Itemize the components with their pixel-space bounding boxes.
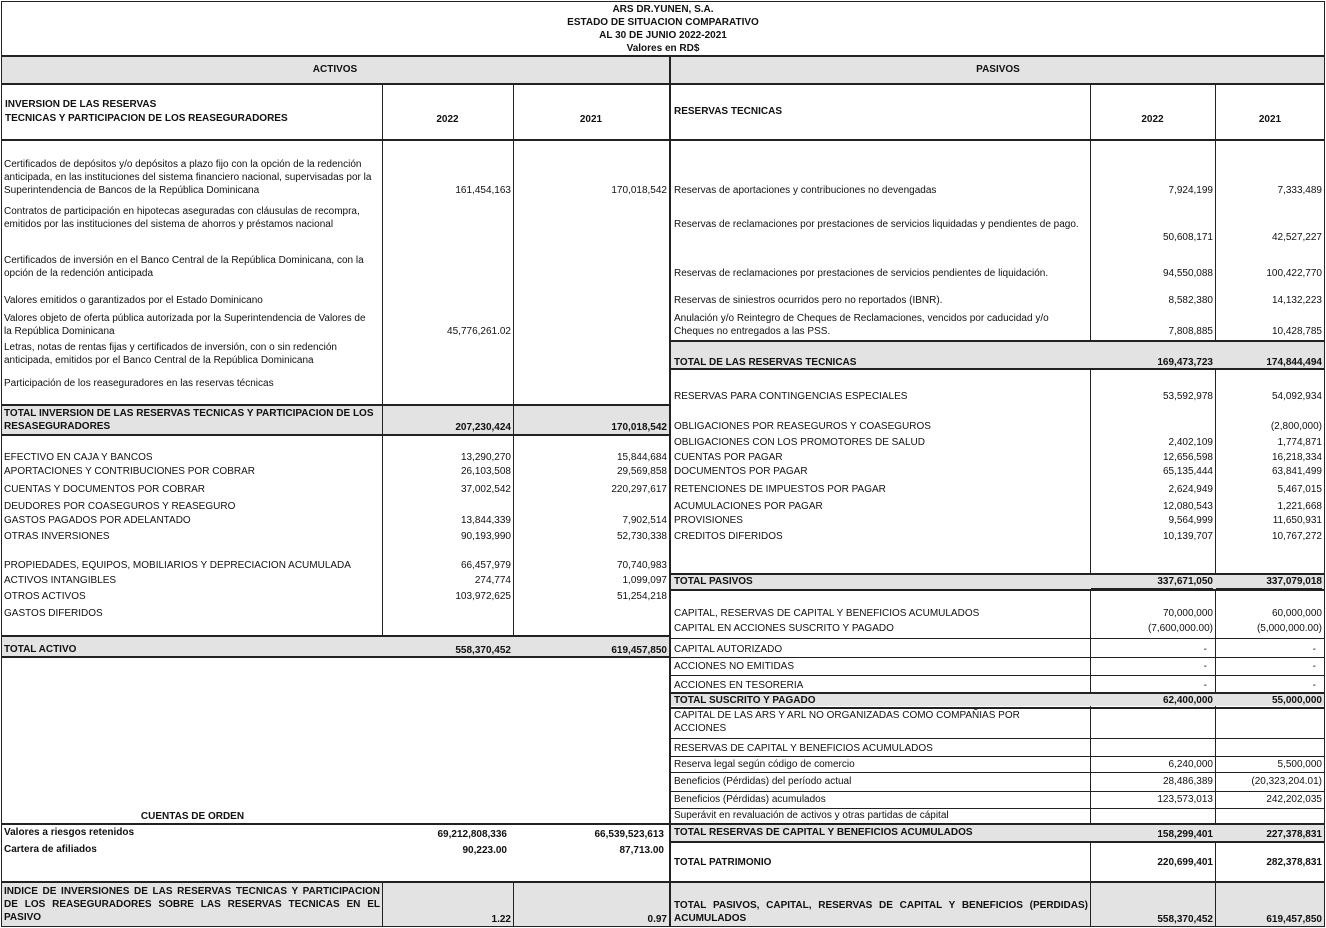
capital-sub-label: Superávit en revaluación de activos y otras partidas de cápital <box>674 810 949 821</box>
total-pasivos-2021: 337,079,018 <box>1216 575 1322 589</box>
liability-row-2022: 10,139,707 <box>1162 531 1213 542</box>
liability-row-2022: 2,624,949 <box>1168 484 1213 495</box>
total-patrimonio-2022: 220,699,401 <box>1157 857 1213 868</box>
pasivos-heading: PASIVOS <box>976 64 1020 75</box>
reserva-row-2022: 50,608,171 <box>1162 232 1213 243</box>
capital-row-2021: - <box>1312 644 1316 655</box>
cuentas-orden-row-2022: 90,223.00 <box>462 845 507 856</box>
total-activo-2022: 558,370,452 <box>455 645 511 656</box>
capital-sub-label: Reserva legal según código de comercio <box>674 759 855 770</box>
liability-row-label: ACUMULACIONES POR PAGAR <box>674 501 823 512</box>
contingencias-2021: 54,092,934 <box>1271 391 1322 402</box>
liability-row-2022: 12,080,543 <box>1162 501 1213 512</box>
liability-row-label: OBLIGACIONES CON LOS PROMOTORES DE SALUD <box>674 437 925 448</box>
liability-row-label: CUENTAS POR PAGAR <box>674 452 783 463</box>
activos-col-2021: 2021 <box>579 114 603 125</box>
asset-row-label: GASTOS DIFERIDOS <box>4 608 103 619</box>
liability-row-label: OBLIGACIONES POR REASEGUROS Y COASEGUROS <box>674 421 931 432</box>
no-org-label: CAPITAL DE LAS ARS Y ARL NO ORGANIZADAS COMO COMPAÑIAS POR ACCIONES <box>674 710 1020 734</box>
liability-row-2022: 2,402,109 <box>1168 437 1213 448</box>
liability-row-2022: 9,564,999 <box>1168 515 1213 526</box>
inv-row-2021: 170,018,542 <box>611 185 667 196</box>
total-patrimonio-label: TOTAL PATRIMONIO <box>674 857 772 868</box>
report-date: AL 30 DE JUNIO 2022-2021 <box>599 30 727 41</box>
total-suscrito-label: TOTAL SUSCRITO Y PAGADO <box>674 695 816 706</box>
asset-row-2022: 13,290,270 <box>460 452 511 463</box>
asset-row-2021: 29,569,858 <box>616 466 667 477</box>
pasivos-col-2022: 2022 <box>1141 114 1164 125</box>
report-units: Valores en RD$ <box>626 43 700 54</box>
capital-sub-2021: (20,323,204.01) <box>1251 776 1322 787</box>
cuentas-orden-row-label: Cartera de afiliados <box>4 844 97 855</box>
inv-row-label: Certificados de depósitos y/o depósitos a plazo fijo con la opción de la redención anticipada, en las instituciones del sistema financiero nacional, supervisadas por la Superintendencia de Bancos de la República Dominicana <box>4 159 372 196</box>
liability-row-2021: 63,841,499 <box>1271 466 1322 477</box>
capital-sub-label: Beneficios (Pérdidas) acumulados <box>674 794 826 805</box>
company-name: ARS DR.YUNEN, S.A. <box>612 4 714 15</box>
reserva-row-2021: 10,428,785 <box>1271 326 1322 337</box>
cuentas-orden-row-2021: 87,713.00 <box>619 845 664 856</box>
asset-row-label: CUENTAS Y DOCUMENTOS POR COBRAR <box>4 484 205 495</box>
total-inv-2021: 170,018,542 <box>611 422 667 433</box>
contingencias-label: RESERVAS PARA CONTINGENCIAS ESPECIALES <box>674 391 908 402</box>
asset-row-label: PROPIEDADES, EQUIPOS, MOBILIARIOS Y DEPRECIACION ACUMULADA <box>4 560 351 571</box>
inv-row-label: Participación de los reaseguradores en las reservas técnicas <box>4 378 274 389</box>
asset-row-label: OTRAS INVERSIONES <box>4 531 110 542</box>
liability-row-label: PROVISIONES <box>674 515 743 526</box>
asset-row-2021: 70,740,983 <box>616 560 667 571</box>
liability-row-2021: 10,767,272 <box>1271 531 1322 542</box>
capital-row-2021: - <box>1312 680 1316 691</box>
reserva-row-2022: 94,550,088 <box>1162 268 1213 279</box>
grand-total-2021: 619,457,850 <box>1266 914 1322 925</box>
inv-row-2022: 161,454,163 <box>455 185 511 196</box>
capital-row-label: CAPITAL EN ACCIONES SUSCRITO Y PAGADO <box>674 623 894 634</box>
total-inv-2022: 207,230,424 <box>455 422 511 433</box>
reserva-row-2022: 8,582,380 <box>1168 295 1213 306</box>
total-pasivos-label: TOTAL PASIVOS <box>674 576 753 587</box>
total-suscrito-2021: 55,000,000 <box>1271 695 1322 706</box>
total-inv-label: TOTAL INVERSION DE LAS RESERVAS TECNICAS Y PARTICIPACION DE LOS RESASEGURADORES <box>4 408 374 432</box>
capital-row-2021: 60,000,000 <box>1271 608 1322 619</box>
capital-sub-2021: 5,500,000 <box>1277 759 1322 770</box>
asset-row-label: GASTOS PAGADOS POR ADELANTADO <box>4 515 191 526</box>
total-res-cap-2022: 158,299,401 <box>1157 829 1213 840</box>
inv-row-2022: 45,776,261.02 <box>447 326 511 337</box>
asset-row-label: APORTACIONES Y CONTRIBUCIONES POR COBRAR <box>4 466 255 477</box>
capital-sub-2021: 242,202,035 <box>1266 794 1322 805</box>
asset-row-2022: 37,002,542 <box>460 484 511 495</box>
reserva-row-2021: 100,422,770 <box>1266 268 1322 279</box>
capital-row-2022: - <box>1203 680 1207 691</box>
activos-heading: ACTIVOS <box>312 64 358 75</box>
indice-2021: 0.97 <box>647 914 667 925</box>
capital-sub-label: Beneficios (Pérdidas) del período actual <box>674 776 852 787</box>
total-suscrito-2022: 62,400,000 <box>1162 695 1213 706</box>
reserva-row-2021: 14,132,223 <box>1271 295 1322 306</box>
total-reservas-2021: 174,844,494 <box>1216 356 1322 370</box>
capital-row-2022: 70,000,000 <box>1162 608 1213 619</box>
total-res-cap-label: TOTAL RESERVAS DE CAPITAL Y BENEFICIOS ACUMULADOS <box>674 827 973 838</box>
total-activo-label: TOTAL ACTIVO <box>4 644 77 655</box>
asset-row-2021: 220,297,617 <box>611 484 667 495</box>
activos-col-2022: 2022 <box>436 114 459 125</box>
capital-row-label: CAPITAL, RESERVAS DE CAPITAL Y BENEFICIOS ACUMULADOS <box>674 608 980 619</box>
capital-row-2022: (7,600,000.00) <box>1147 623 1213 634</box>
contingencias-2022: 53,592,978 <box>1162 391 1213 402</box>
liability-row-2021: 11,650,931 <box>1272 515 1322 526</box>
cuentas-orden-row-2021: 66,539,523,613 <box>594 829 664 840</box>
asset-row-2022: 90,193,990 <box>460 531 511 542</box>
liability-row-label: RETENCIONES DE IMPUESTOS POR PAGAR <box>674 484 886 495</box>
capital-sub-2022: 6,240,000 <box>1168 759 1213 770</box>
reserva-row-label: Reservas de reclamaciones por prestaciones de servicios pendientes de liquidación. <box>674 268 1049 279</box>
pasivos-section-title: RESERVAS TECNICAS <box>674 106 782 117</box>
total-pasivos-2022: 337,671,050 <box>1091 575 1213 589</box>
inv-row-label: Letras, notas de rentas fijas y certificados de inversión, con o sin redención anticipada, emitidos por el Banco Central de la República Dominicana <box>4 342 337 366</box>
asset-row-label: DEUDORES POR COASEGUROS Y REASEGURO <box>4 501 236 512</box>
liability-row-2021: 1,221,668 <box>1277 501 1322 512</box>
liability-row-label: CREDITOS DIFERIDOS <box>674 531 783 542</box>
capital-row-2022: - <box>1203 661 1207 672</box>
inv-row-label: Valores objeto de oferta pública autorizada por la Superintendencia de Valores de la República Dominicana <box>4 313 366 337</box>
asset-row-2021: 51,254,218 <box>616 591 667 602</box>
reserva-row-label: Reservas de siniestros ocurridos pero no reportados (IBNR). <box>674 295 943 306</box>
inv-row-label: Valores emitidos o garantizados por el Estado Dominicano <box>4 295 263 306</box>
cuentas-orden-row-label: Valores a riesgos retenidos <box>4 827 135 838</box>
liability-row-2021: 1,774,871 <box>1277 437 1322 448</box>
capital-row-label: ACCIONES EN TESORERIA <box>674 680 804 691</box>
total-patrimonio-2021: 282,378,831 <box>1266 857 1322 868</box>
activos-section-title-2: TECNICAS Y PARTICIPACION DE LOS REASEGURADORES <box>5 113 288 124</box>
asset-row-label: EFECTIVO EN CAJA Y BANCOS <box>4 452 153 463</box>
asset-row-2021: 52,730,338 <box>616 531 667 542</box>
reserva-row-2022: 7,808,885 <box>1168 326 1213 337</box>
liability-row-2022: 65,135,444 <box>1162 466 1213 477</box>
cuentas-orden-title: CUENTAS DE ORDEN <box>140 811 245 822</box>
asset-row-2022: 103,972,625 <box>455 591 511 602</box>
capital-row-label: ACCIONES NO EMITIDAS <box>674 661 795 672</box>
reserva-row-label: Reservas de reclamaciones por prestaciones de servicios liquidadas y pendientes de pago. <box>674 219 1079 230</box>
liability-row-2021: 5,467,015 <box>1277 484 1322 495</box>
report-title: ESTADO DE SITUACION COMPARATIVO <box>567 17 759 28</box>
liability-row-label: DOCUMENTOS POR PAGAR <box>674 466 808 477</box>
capital-row-label: CAPITAL AUTORIZADO <box>674 644 783 655</box>
reserva-row-2022: 7,924,199 <box>1168 185 1213 196</box>
grand-total-label: TOTAL PASIVOS, CAPITAL, RESERVAS DE CAPITAL Y BENEFICIOS (PERDIDAS) ACUMULADOS <box>674 900 1088 924</box>
total-reservas-label: TOTAL DE LAS RESERVAS TECNICAS <box>674 357 857 368</box>
capital-sub-2022: 28,486,389 <box>1162 776 1213 787</box>
asset-row-label: ACTIVOS INTANGIBLES <box>4 575 117 586</box>
capital-row-2021: (5,000,000.00) <box>1256 623 1322 634</box>
capital-sub-2022: 123,573,013 <box>1157 794 1213 805</box>
asset-row-2021: 1,099,097 <box>622 575 667 586</box>
indice-2022: 1.22 <box>491 914 511 925</box>
asset-row-2021: 7,902,514 <box>622 515 667 526</box>
reservas-capital-label: RESERVAS DE CAPITAL Y BENEFICIOS ACUMULADOS <box>674 743 933 754</box>
cuentas-orden-row-2022: 69,212,808,336 <box>437 829 507 840</box>
asset-row-label: OTROS ACTIVOS <box>4 591 86 602</box>
grand-total-2022: 558,370,452 <box>1157 914 1213 925</box>
liability-row-2021: 16,218,334 <box>1271 452 1322 463</box>
asset-row-2022: 66,457,979 <box>460 560 511 571</box>
activos-section-title-1: INVERSION DE LAS RESERVAS <box>5 99 157 110</box>
pasivos-col-2021: 2021 <box>1258 114 1282 125</box>
inv-row-label: Contratos de participación en hipotecas aseguradas con cláusulas de recompra, emitidos por las instituciones del sistema de ahorros y préstamos nacional <box>4 206 360 230</box>
total-res-cap-2021: 227,378,831 <box>1266 829 1322 840</box>
asset-row-2022: 274,774 <box>474 575 511 586</box>
reserva-row-label: Reservas de aportaciones y contribuciones no devengadas <box>674 185 937 196</box>
liability-row-2021: (2,800,000) <box>1270 421 1322 432</box>
capital-row-2022: - <box>1203 644 1207 655</box>
total-activo-2021: 619,457,850 <box>611 645 667 656</box>
reserva-row-label: Anulación y/o Reintegro de Cheques de Reclamaciones, vencidos por caducidad y/o Cheques no entregados a las PSS. <box>674 313 1049 337</box>
indice-label: INDICE DE INVERSIONES DE LAS RESERVAS TECNICAS Y PARTICIPACION DE LOS REASEGURADORES SOBRE LAS RESERVAS TECNICAS EN EL PASIVO <box>4 886 380 923</box>
reserva-row-2021: 7,333,489 <box>1277 185 1322 196</box>
asset-row-2022: 13,844,339 <box>460 515 511 526</box>
inv-row-label: Certificados de inversión en el Banco Central de la República Dominicana, con la opción de la redención anticipada <box>4 255 364 279</box>
total-reservas-2022: 169,473,723 <box>1091 356 1213 370</box>
asset-row-2022: 26,103,508 <box>460 466 511 477</box>
capital-row-2021: - <box>1312 661 1316 672</box>
liability-row-2022: 12,656,598 <box>1162 452 1213 463</box>
reserva-row-2021: 42,527,227 <box>1271 232 1322 243</box>
asset-row-2021: 15,844,684 <box>616 452 667 463</box>
